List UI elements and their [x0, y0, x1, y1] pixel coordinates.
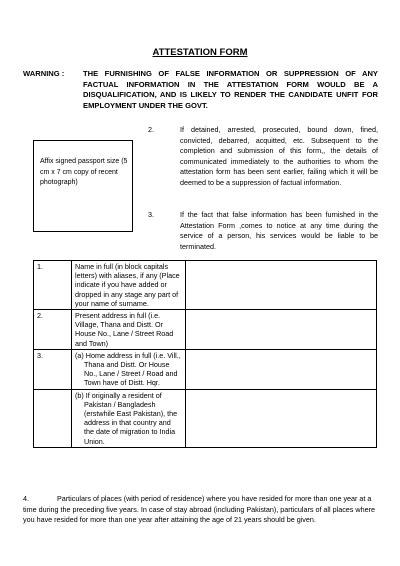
row-number: 3. [34, 349, 72, 389]
table-row [34, 310, 377, 350]
row-description: Name in full (in block capitals letters) with aliases, if any (Place indicate if you have added or dropped in any stage any part of your name of surname. [72, 261, 186, 310]
photo-box[interactable] [33, 140, 133, 232]
row-value-cell[interactable] [186, 349, 377, 389]
row-description-cell [72, 349, 186, 389]
row-description-cell [72, 389, 186, 447]
row-number: 1. [34, 261, 72, 310]
particulars-table [33, 260, 377, 448]
row-value-cell[interactable] [186, 261, 377, 310]
row-description: (b) If originally a resident of Pakistan / Bangladesh (erstwhile East Pakistan), the address in that country and the date of migration to India Union. [75, 390, 178, 446]
row-number: 2. [34, 310, 72, 350]
note-text: If the fact that false information has been furnished in the Attestation Form ,comes to notice at any time during the service of a person, his services would be liable to be terminated. [180, 210, 378, 251]
row-value-cell[interactable] [186, 389, 377, 447]
row-number [34, 389, 72, 447]
photo-box-instructions: Affix signed passport size (5 cm x 7 cm copy of recent photograph) [40, 158, 128, 186]
table-row [34, 261, 377, 310]
note-number: 2. [148, 125, 154, 134]
table-row [34, 349, 377, 389]
note-number: 3. [148, 210, 154, 219]
table-row [34, 389, 377, 447]
form-title: ATTESTATION FORM [152, 47, 248, 58]
row-description: (a) Home address in full (i.e. Vill., Thana and Distt. Or House No., Lane / Street / Road and Town have of Distt. Hqr. [75, 350, 181, 388]
paragraph-number: 4. [23, 494, 29, 503]
paragraph-4 [23, 494, 377, 526]
row-description: Present address in full (i.e. Village, Thana and Distt. Or House No., Lane / Street Road and Town) [72, 310, 186, 350]
warning-label: WARNING : [23, 69, 65, 78]
note-text: If detained, arrested, prosecuted, bound down, fined, convicted, debarred, acquitted, etc. Subsequent to the completion and submission of this form,, the details of communicated immediately to the authorities to whom the attestation form has been sent earlier, failing which it will be deemed to be a suppression of factual information. [180, 125, 378, 187]
paragraph-text: Particulars of places (with period of residence) where you have resided for more than one year at a time during the preceding five years. In case of stay abroad (including Pakistan), particulars of all places where you have resided for more than one year after attaining the age of 21 years should be given. [23, 494, 375, 525]
warning-text: THE FURNISHING OF FALSE INFORMATION OR SUPPRESSION OF ANY FACTUAL INFORMATION IN THE ATTESTATION FORM WOULD BE A DISQUALIFICATION, AND IS LIKELY TO RENDER THE CANDIDATE UNFIT FOR EMPLOYMENT UNDER THE GOVT. [83, 69, 378, 110]
row-value-cell[interactable] [186, 310, 377, 350]
